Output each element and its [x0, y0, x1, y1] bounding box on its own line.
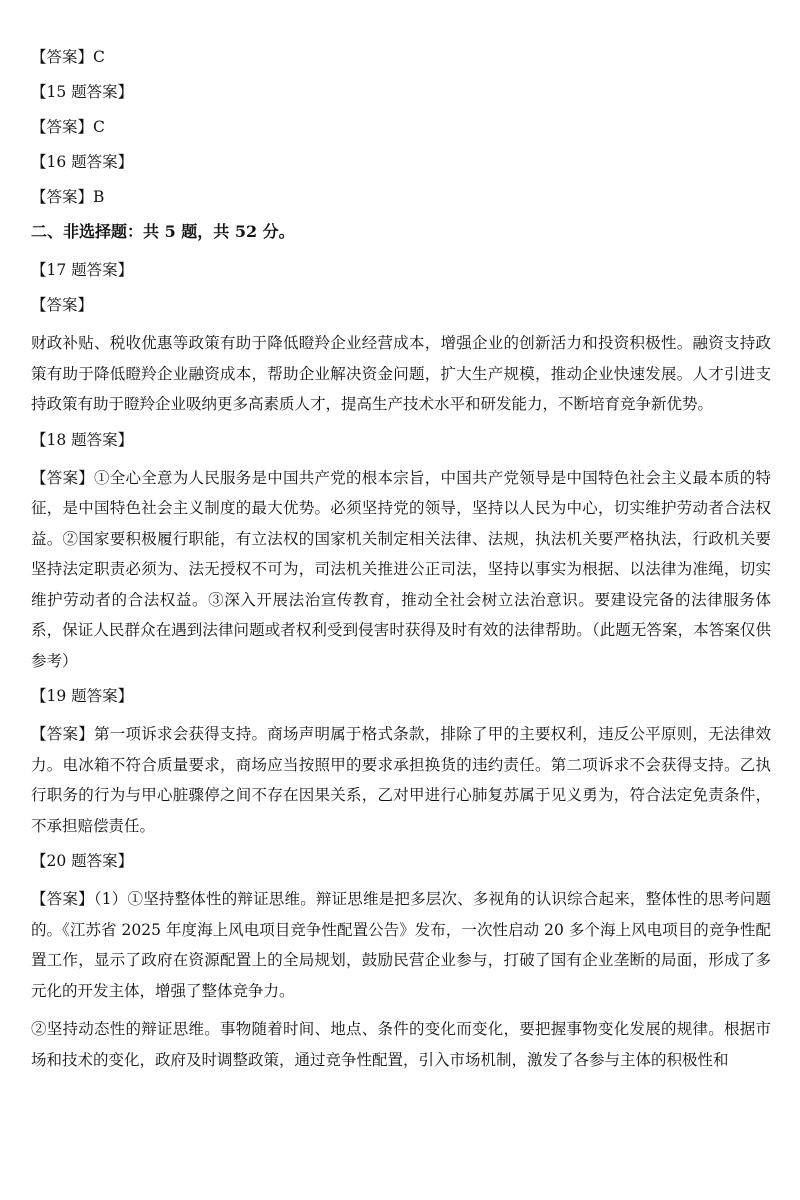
answer-17-label: 【答案】 — [31, 296, 94, 314]
answer-19-text: 【答案】第一项诉求会获得支持。商场声明属于格式条款，排除了甲的主要权利，违反公平原则，无法律效力。电冰箱不符合质量要求，商场应当按照甲的要求承担换货的违约责任。第二项诉求不会获得支持。乙执行职务的行为与甲心脏骤停之间不存在因果关系，乙对甲进行心肺复苏属于见义勇为，符合法定免责条件，不承担赔偿责任。 — [31, 725, 771, 835]
answer-15: 【答案】C — [31, 118, 105, 136]
answer-17-text: 财政补贴、税收优惠等政策有助于降低瞪羚企业经营成本，增强企业的创新活力和投资积极性。融资支持政策有助于降低瞪羚企业融资成本，帮助企业解决资金问题，扩大生产规模，推动企业快速发展。人才引进支持政策有助于瞪羚企业吸纳更多高素质人才，提高生产技术水平和研发能力，不断培育竞争新优势。 — [31, 334, 771, 413]
question-19-header: 【19 题答案】 — [31, 687, 134, 705]
answer-18-text: 【答案】①全心全意为人民服务是中国共产党的根本宗旨，中国共产党领导是中国特色社会主义最本质的特征，是中国特色社会主义制度的最大优势。必须坚持党的领导，坚持以人民为中心，切实维护劳动者合法权益。②国家要积极履行职能，有立法权的国家机关制定相关法律、法规，执法机关要严格执法，行政机关要坚持法定职责必须为、法无授权不可为，司法机关推进公正司法，坚持以事实为根据、以法律为准绳，切实维护劳动者的合法权益。③深入开展法治宣传教育，推动全社会树立法治意识。要建设完备的法律服务体系，保证人民群众在遇到法律问题或者权利受到侵害时获得及时有效的法律帮助。（此题无答案，本答案仅供参考） — [31, 468, 771, 670]
question-20-header: 【20 题答案】 — [31, 852, 134, 870]
answer-20-part1: 【答案】（1）①坚持整体性的辩证思维。辩证思维是把多层次、多视角的认识综合起来，整体性的思考问题的。《江苏省 2025 年度海上风电项目竞争性配置公告》发布，一次性启动 20 多个海上风电项目的竞争性配置工作，显示了政府在资源配置上的全局规划，鼓励民营企业参与，打破了国有企业垄断的局面，形成了多元化的开发主体，增强了整体竞争力。 — [31, 890, 771, 1000]
section-heading: 二、非选择题：共 5 题，共 52 分。 — [31, 222, 295, 241]
answer-16: 【答案】B — [31, 188, 105, 206]
question-16-header: 【16 题答案】 — [31, 153, 134, 171]
question-15-header: 【15 题答案】 — [31, 83, 134, 101]
answer-document — [31, 45, 771, 1083]
question-18-header: 【18 题答案】 — [31, 430, 134, 449]
question-17-header: 【17 题答案】 — [31, 261, 134, 279]
answer-14: 【答案】C — [31, 48, 105, 66]
answer-20-part2: ②坚持动态性的辩证思维。事物随着时间、地点、条件的变化而变化，要把握事物变化发展的规律。根据市场和技术的变化，政府及时调整政策，通过竞争性配置，引入市场机制，激发了各参与主体的积极性和 — [31, 1020, 771, 1069]
